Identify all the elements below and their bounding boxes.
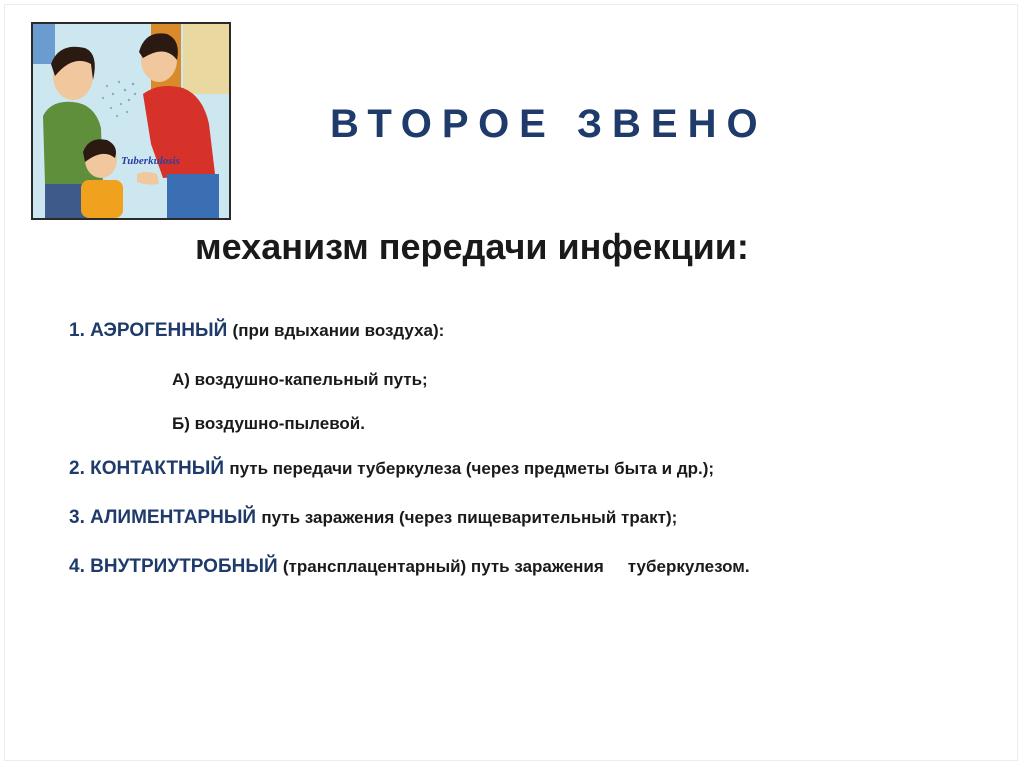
item-text-end: туберкулезом. bbox=[627, 557, 750, 576]
slide-subtitle: механизм передачи инфекции: bbox=[195, 226, 749, 267]
item-text: (трансплацентарный) путь заражения bbox=[282, 557, 604, 576]
list-item bbox=[69, 556, 750, 578]
item-text: путь заражения (через пищеварительный тракт); bbox=[261, 508, 678, 527]
tuberculosis-illustration bbox=[31, 22, 231, 220]
item-number: 4. bbox=[69, 556, 85, 577]
illustration-caption: Tuberkulosis bbox=[121, 155, 180, 167]
list-item bbox=[69, 458, 714, 480]
slide-title: ВТОРОЕ ЗВЕНО bbox=[330, 102, 768, 146]
subitem-text: Б) воздушно-пылевой. bbox=[172, 414, 365, 433]
subitem-text: А) воздушно-капельный путь; bbox=[172, 370, 428, 389]
item-text: (при вдыхании воздуха): bbox=[232, 321, 445, 340]
item-number: 3. bbox=[69, 507, 85, 528]
item-keyword: АЛИМЕНТАРНЫЙ bbox=[90, 507, 257, 528]
item-keyword: АЭРОГЕННЫЙ bbox=[90, 320, 228, 341]
list-item bbox=[69, 320, 444, 342]
list-subitem bbox=[172, 414, 365, 434]
list-subitem bbox=[172, 370, 428, 390]
list-item bbox=[69, 507, 677, 529]
item-keyword: ВНУТРИУТРОБНЫЙ bbox=[90, 556, 278, 577]
item-number: 1. bbox=[69, 320, 85, 341]
item-text: путь передачи туберкулеза (через предметы быта и др.); bbox=[229, 459, 715, 478]
item-keyword: КОНТАКТНЫЙ bbox=[90, 458, 225, 479]
item-number: 2. bbox=[69, 458, 85, 479]
illustration-drawing bbox=[33, 24, 229, 218]
